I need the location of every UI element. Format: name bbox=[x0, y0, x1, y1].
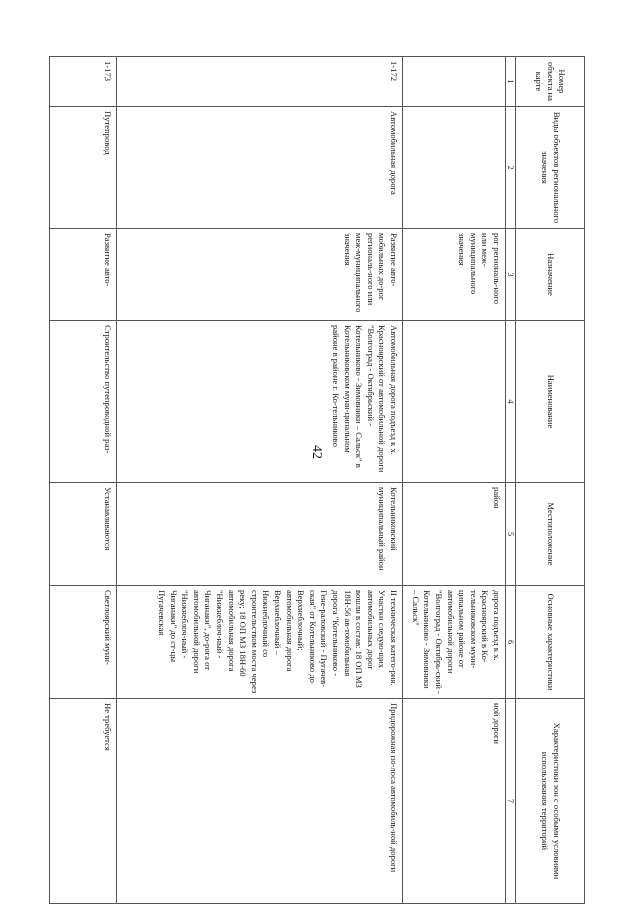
page-number: 42 bbox=[309, 445, 324, 459]
header-name: Наименование bbox=[516, 321, 585, 483]
regional-objects-table bbox=[49, 56, 585, 904]
cell-purpose: рог региональ-ного или меж-муниципального значения bbox=[403, 229, 506, 321]
column-number: 7 bbox=[506, 699, 516, 904]
column-number: 6 bbox=[506, 586, 516, 699]
table-row bbox=[403, 57, 506, 904]
table-row bbox=[50, 57, 117, 904]
cell-location: Устанавливаются bbox=[50, 483, 117, 586]
header-location: Местоположение bbox=[516, 483, 585, 586]
cell-object-type bbox=[403, 107, 506, 229]
cell-object-number: 1-173 bbox=[50, 57, 117, 107]
header-object-number: Номер объекта на карте bbox=[516, 57, 585, 107]
rotated-table-container bbox=[67, 56, 585, 903]
cell-characteristics: дорога подъезд к х. Красноярский в Ко-тельниковском муни-ципальном районе от автомобильной дороги "Волгоград - Октябрь-ский - Котельниково - Зимовники – Сальск" bbox=[403, 586, 506, 699]
column-number: 4 bbox=[506, 321, 516, 483]
header-characteristics: Основные характеристики bbox=[516, 586, 585, 699]
cell-object-number: 1-172 bbox=[117, 57, 403, 107]
column-number: 5 bbox=[506, 483, 516, 586]
table-header bbox=[506, 57, 585, 904]
column-number: 3 bbox=[506, 229, 516, 321]
cell-object-type: Автомобильная дорога bbox=[117, 107, 403, 229]
cell-zones: ной дороги bbox=[403, 699, 506, 904]
cell-object-number bbox=[403, 57, 506, 107]
cell-location: Котельниковский муниципальный район bbox=[117, 483, 403, 586]
cell-location: район bbox=[403, 483, 506, 586]
column-number: 1 bbox=[506, 57, 516, 107]
cell-zones: Не требуется bbox=[50, 699, 117, 904]
cell-characteristics: Светлоярский муни- bbox=[50, 586, 117, 699]
cell-zones: Придорожная по-лоса автомобиль-ной дороги bbox=[117, 699, 403, 904]
header-purpose: Назначение bbox=[516, 229, 585, 321]
cell-name bbox=[403, 321, 506, 483]
cell-purpose: Развитие авто-мобильных до-рог региональ-ного или меж-муниципального значения bbox=[117, 229, 403, 321]
cell-name: Автомобильная дорога подъезд к х. Красноярский от автомобильной дороги "Волгоград - Октябрьский - Котельниково - Зимовники – Сальск" в Котельниковском муни-ципальном районе в районе г. Ко-тельниково bbox=[117, 321, 403, 483]
header-object-type: Виды объектов регионального значения bbox=[516, 107, 585, 229]
header-zones: Характеристики зон с особыми условиями использования территорий bbox=[516, 699, 585, 904]
cell-purpose: Развитие авто- bbox=[50, 229, 117, 321]
column-number: 2 bbox=[506, 107, 516, 229]
table-row bbox=[117, 57, 403, 904]
cell-characteristics: II техническая катего-рия. Участки следую-щих автомобильных дорог вошли в состав: 18 ОП МЗ 18Н-56 ав-томобильная дорога "Котельниково - Гене-раловский - Пугачев-ская" от Котельниково до Верхнеблочный; автомобильная дорога Верхнеблочный – Нижнеблочный со строительством моста через реку; 18 ОП МЗ 18Н-60 автомобильная дорога "Нижнеблоч-ный - Чиганаки", до-рога от автомобильной дороги "Нижнеблоч-ный - Чиганаки" до ст-цы Пугачевская bbox=[117, 586, 403, 699]
cell-name: Строительство путепроводной раз- bbox=[50, 321, 117, 483]
cell-object-type: Путепровод bbox=[50, 107, 117, 229]
